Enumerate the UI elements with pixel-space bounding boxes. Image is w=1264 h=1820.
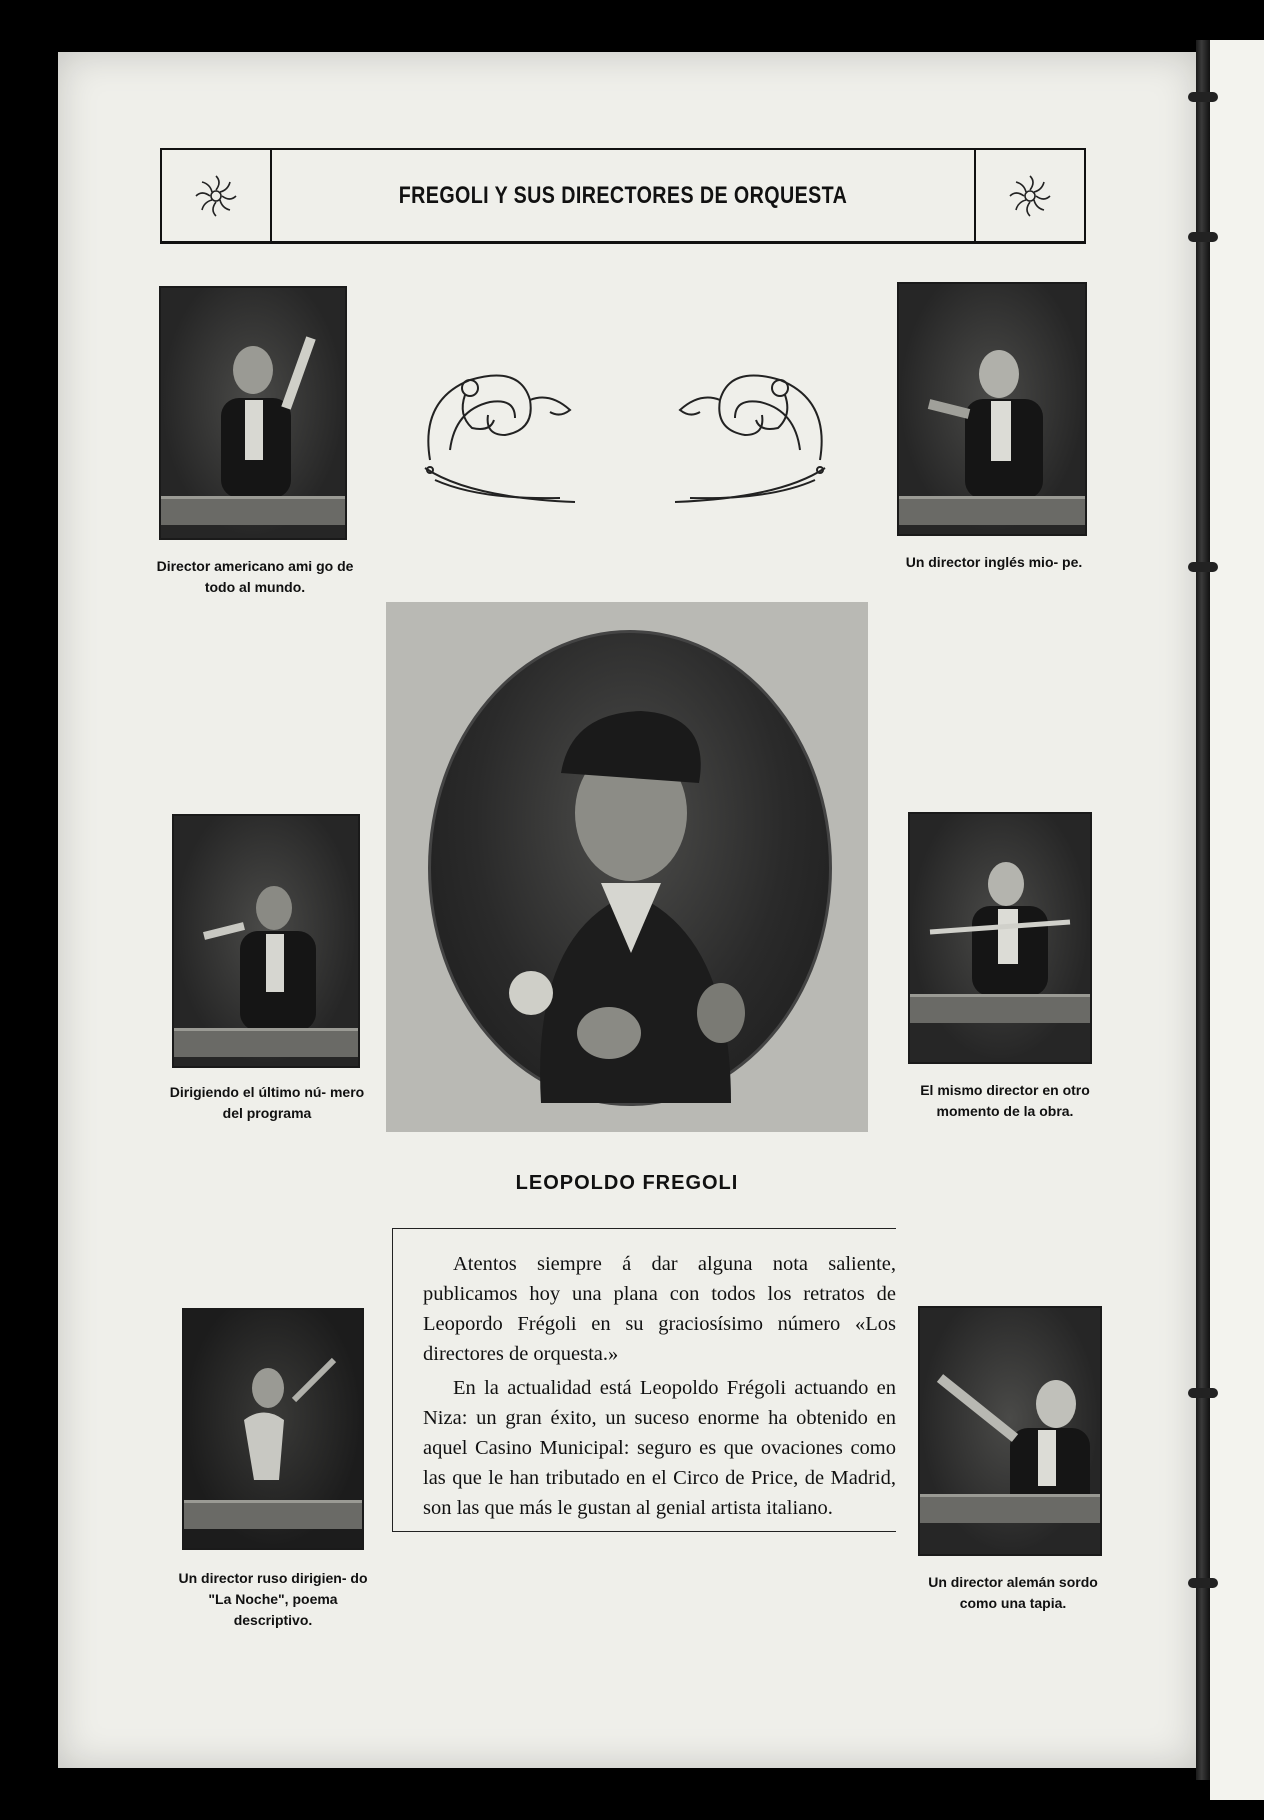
binding-knot xyxy=(1188,562,1218,572)
photo-russian-director xyxy=(184,1310,362,1548)
caption-american-director: Director americano ami go de todo al mundo. xyxy=(156,558,354,595)
binding-knot xyxy=(1188,1388,1218,1398)
rosette-icon xyxy=(192,172,240,220)
rosette-icon xyxy=(1006,172,1054,220)
caption-same-director: El mismo director en otro momento de la obra. xyxy=(920,1082,1090,1119)
caption-english-director: Un director inglés mio- pe. xyxy=(905,554,1083,570)
photo-same-director xyxy=(910,814,1090,1062)
binding-knot xyxy=(1188,232,1218,242)
header-ornament-left xyxy=(162,150,272,241)
header-ornament-right xyxy=(974,150,1084,241)
caption-last-number: Dirigiendo el último nú- mero del programa xyxy=(169,1084,365,1121)
article-box xyxy=(392,1228,896,1532)
binding-knot xyxy=(1188,1578,1218,1588)
photo-english-director xyxy=(899,284,1085,534)
page-header xyxy=(160,148,1086,244)
article-paragraph: En la actualidad está Leopoldo Frégoli actuando en Niza: un gran éxito, un suceso enorme ha obtenido en aquel Casino Municipal: seguro es que ovaciones como las que le han tributado en el Circo de Price, de Madrid, son las que más le gustan al genial artista italiano. xyxy=(423,1377,896,1519)
binding-spine xyxy=(1196,40,1210,1780)
portrait-oval-frame xyxy=(428,630,832,1106)
binding-knot xyxy=(1188,92,1218,102)
conductor-figure xyxy=(910,814,1090,1062)
article-paragraph: Atentos siempre á dar alguna nota saliente, publicamos hoy una plana con todos los retratos de Leopordo Frégoli en su graciosísimo número «Los directores de orquesta.» xyxy=(423,1253,896,1365)
portrait-leopoldo-fregoli xyxy=(386,602,868,1132)
caption-german-director: Un director alemán sordo como una tapia. xyxy=(928,1574,1098,1611)
photo-german-director xyxy=(920,1308,1100,1554)
photo-american-director xyxy=(161,288,345,538)
portrait-figure xyxy=(431,633,829,1103)
flourish-ornament-left xyxy=(410,340,590,510)
flourish-ornament-right xyxy=(660,340,840,510)
photo-last-number xyxy=(174,816,358,1066)
adjacent-page-edge xyxy=(1210,40,1264,1800)
portrait-name: LEOPOLDO FREGOLI xyxy=(515,1172,739,1194)
page-title: FREGOLI Y SUS DIRECTORES DE ORQUESTA xyxy=(398,181,848,209)
caption-russian-director: Un director ruso dirigien- do "La Noche", poema descriptivo. xyxy=(178,1570,368,1628)
